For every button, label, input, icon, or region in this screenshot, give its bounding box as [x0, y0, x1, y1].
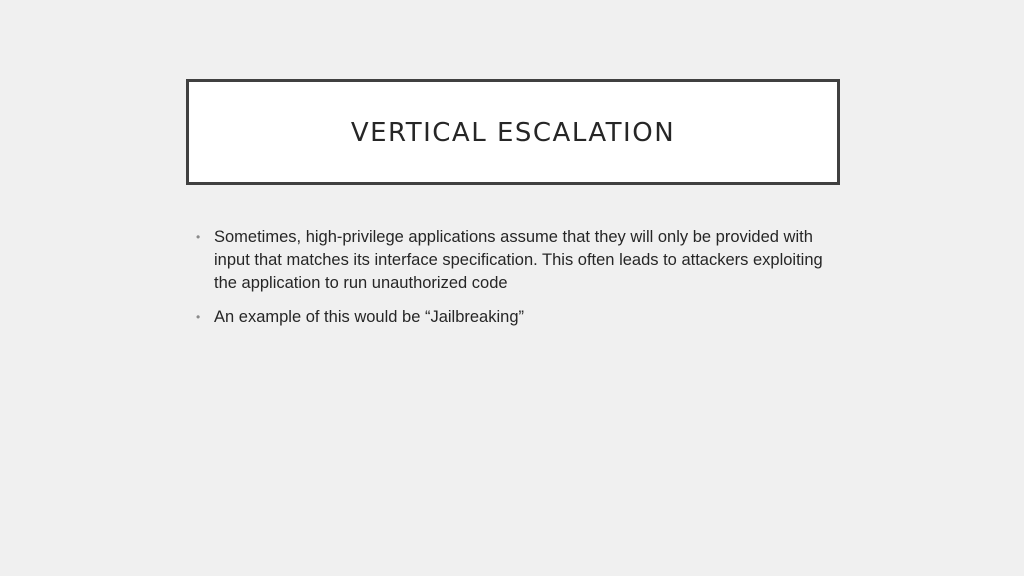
slide-title: VERTICAL ESCALATION	[350, 118, 676, 148]
slide-content	[194, 226, 834, 340]
bullet-icon: •	[196, 310, 201, 324]
bullet-text: An example of this would be “Jailbreaking”	[214, 308, 524, 326]
bullet-text: Sometimes, high-privilege applications assume that they will only be provided with input that matches its interface specification. This often leads to attackers exploiting the application to run unauthorized code	[214, 228, 823, 292]
bullet-icon: •	[196, 230, 201, 244]
bullet-item	[194, 226, 834, 295]
title-box	[186, 79, 840, 185]
bullet-list	[194, 226, 834, 329]
bullet-item	[194, 306, 834, 329]
